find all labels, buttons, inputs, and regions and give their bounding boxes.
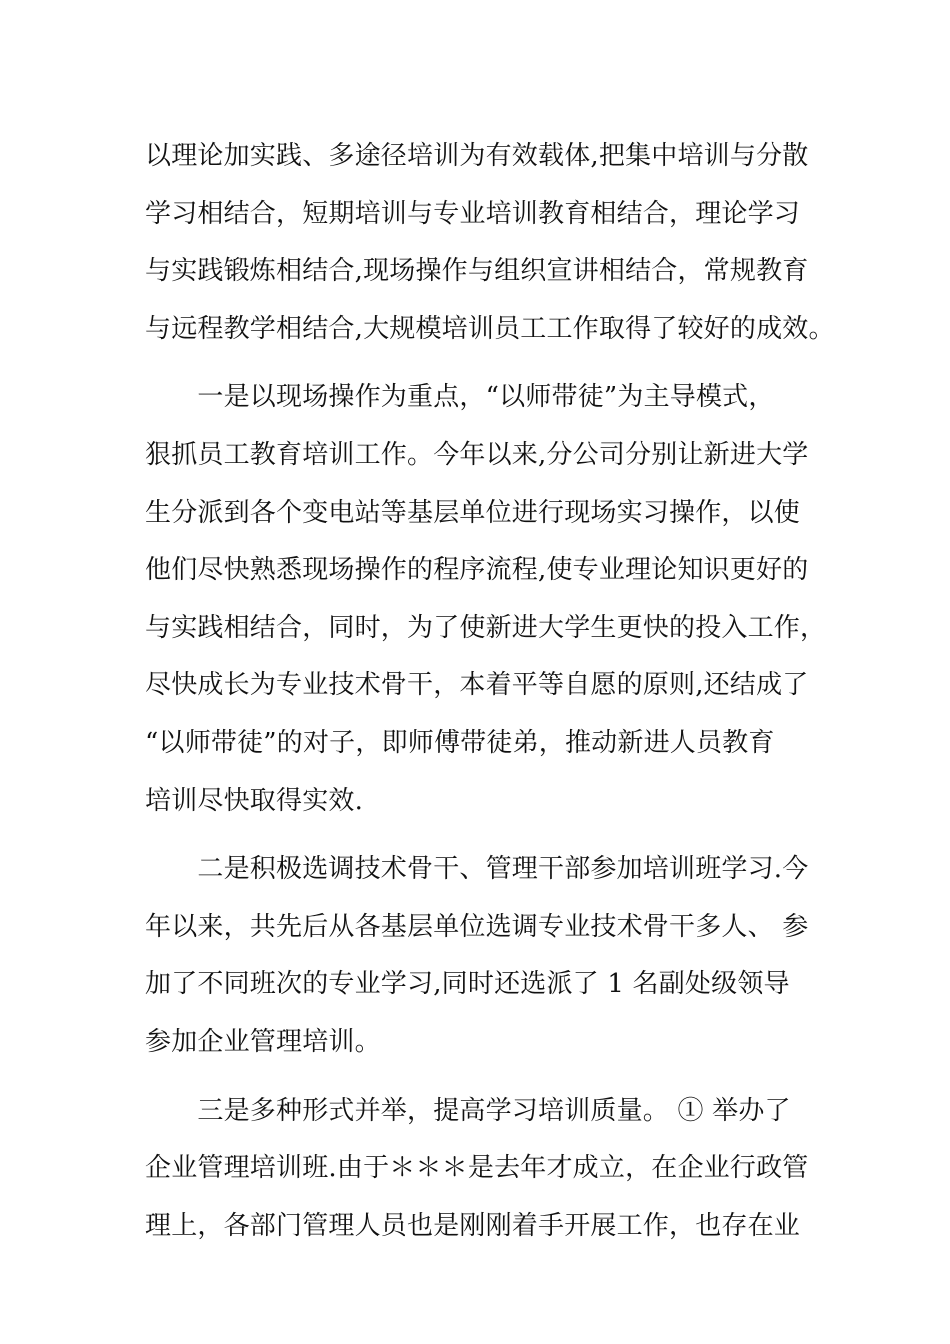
document-body [145,128,835,1255]
text-line: “以师带徒”的对子，即师傅带徒弟，推动新进人员教育 [145,727,775,758]
text-line: 以理论加实践、多途径培训为有效载体,把集中培训与分散 [145,141,809,171]
text-line: 培训尽快取得实效. [145,785,364,816]
text-line: 理上，各部门管理人员也是刚刚着手开展工作，也存在业 [145,1210,801,1241]
text-line: 狠抓员工教育培训工作。今年以来,分公司分别让新进大学 [145,439,809,470]
text-line: 年以来，共先后从各基层单位选调专业技术骨干多人、 参 [145,911,809,942]
text-line: 加了不同班次的专业学习,同时还选派了 1 名副处级领导 [145,969,790,1000]
text-line: 与远程教学相结合,大规模培训员工工作取得了较好的成效。 [145,313,835,344]
paragraph-gap [145,1072,810,1083]
text-line: 二是积极选调技术骨干、管理干部参加培训班学习.今 [145,854,809,885]
paragraph-gap [145,358,810,369]
text-line: 生分派到各个变电站等基层单位进行现场实习操作，以使 [145,497,801,528]
text-line: 与实践相结合，同时，为了使新进大学生更快的投入工作， [145,612,827,643]
text-line: 学习相结合，短期培训与专业培训教育相结合，理论学习 [145,198,801,229]
text-line: 他们尽快熟悉现场操作的程序流程,使专业理论知识更好的 [145,555,809,586]
text-line: 企业管理培训班.由于＊＊＊是去年才成立，在企业行政管 [145,1153,809,1184]
paragraph-gap [145,830,810,841]
text-line: 参加企业管理培训。 [145,1026,381,1057]
text-line: 与实践锻炼相结合,现场操作与组织宣讲相结合，常规教育 [145,256,809,287]
text-line: 三是多种形式并举，提高学习培训质量。 ① 举办了 [145,1095,791,1126]
text-line: 尽快成长为专业技术骨干，本着平等自愿的原则,还结成了 [145,670,809,701]
text-line: 一是以现场操作为重点，“以师带徒”为主导模式， [145,382,775,413]
